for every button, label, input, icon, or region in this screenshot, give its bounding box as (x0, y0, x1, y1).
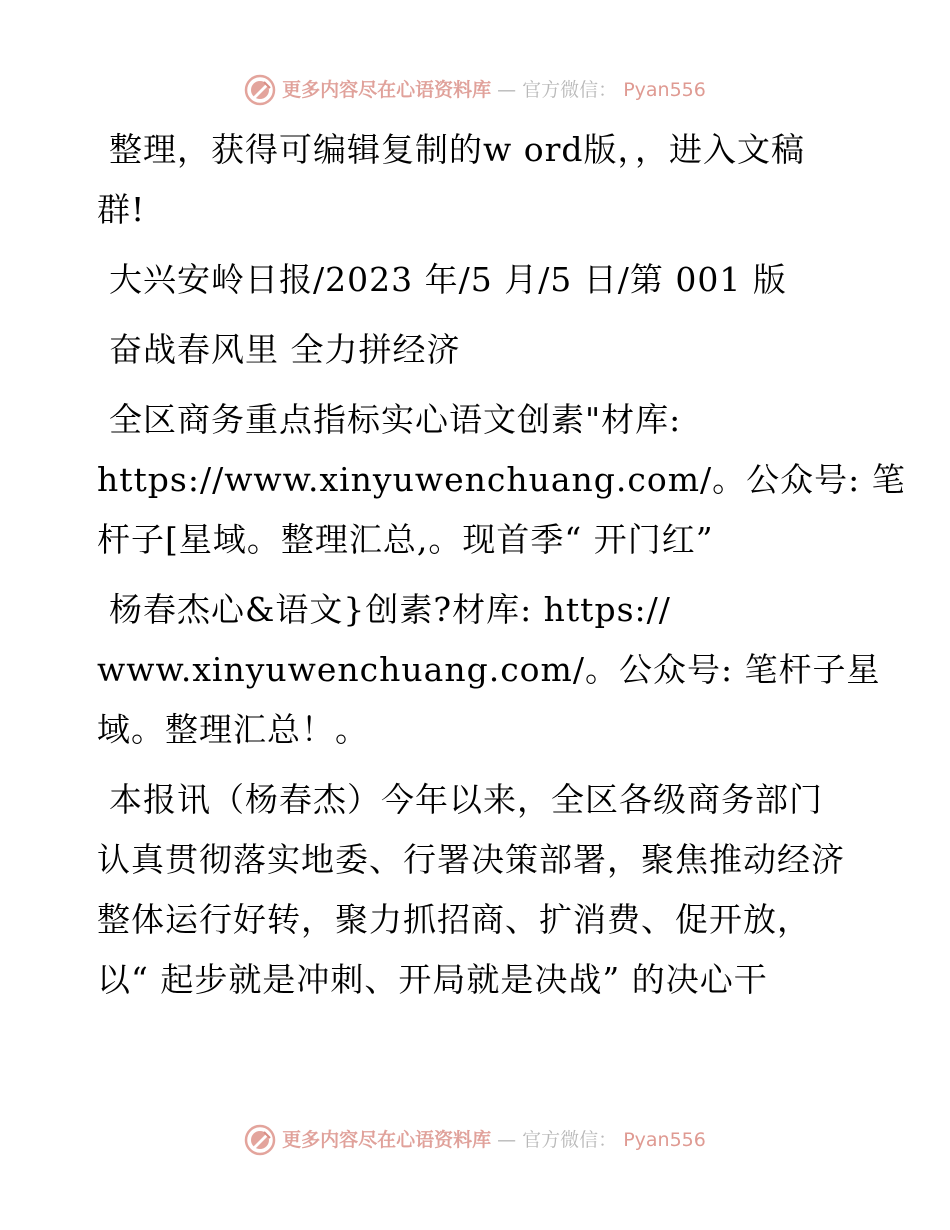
paragraph-line: 认真贯彻落实地委、行署决策部署，聚焦推动经济 (97, 840, 845, 879)
paragraph-6 (97, 770, 857, 1010)
paragraph-line: https://www.xinyuwenchuang.com/。公众号: 笔 (97, 460, 906, 499)
paragraph-line: 域。整理汇总！。 (97, 710, 369, 749)
paragraph-line: 大兴安岭日报/2023 年/5 月/5 日/第 001 版 (109, 260, 787, 299)
banner-site-text: 更多内容尽在心语资料库 (282, 1128, 492, 1151)
banner-separator: — (497, 1128, 517, 1151)
paragraph-line: www.xinyuwenchuang.com/。公众号: 笔杆子星 (97, 650, 881, 689)
paragraph-line: 奋战春风里 全力拼经济 (109, 330, 461, 369)
banner-wechat-id: Pyan556 (623, 1128, 706, 1151)
pen-logo-icon (244, 1124, 276, 1156)
banner-official-text: 官方微信： (522, 78, 618, 101)
paragraph-5 (97, 580, 881, 760)
pen-logo-icon (244, 74, 276, 106)
paragraph-3 (97, 320, 857, 380)
paragraph-line: 以“ 起步就是冲刺、开局就是决战” 的决心干 (97, 960, 768, 999)
header-banner (0, 72, 950, 108)
paragraph-line: 群! (97, 190, 146, 229)
banner-separator: — (497, 78, 517, 101)
paragraph-1 (97, 120, 857, 240)
paragraph-line: 整理，获得可编辑复制的w ord版，，进入文稿 (109, 130, 806, 169)
paragraph-4 (97, 390, 906, 570)
paragraph-line: 整体运行好转，聚力抓招商、扩消费、促开放， (97, 900, 811, 939)
paragraph-2 (97, 250, 857, 310)
banner-wechat-id: Pyan556 (623, 78, 706, 101)
paragraph-line: 全区商务重点指标实心语文创素"材库: (109, 400, 682, 439)
paragraph-line: 杆子[星域。整理汇总,。现首季“ 开门红” (97, 520, 714, 559)
document-body (97, 120, 906, 1020)
footer-banner (0, 1122, 950, 1158)
banner-official-text: 官方微信： (522, 1128, 618, 1151)
paragraph-line: 本报讯（杨春杰）今年以来，全区各级商务部门 (109, 780, 823, 819)
paragraph-line: 杨春杰心&语文}创素?材库: https:// (109, 590, 671, 629)
banner-site-text: 更多内容尽在心语资料库 (282, 78, 492, 101)
